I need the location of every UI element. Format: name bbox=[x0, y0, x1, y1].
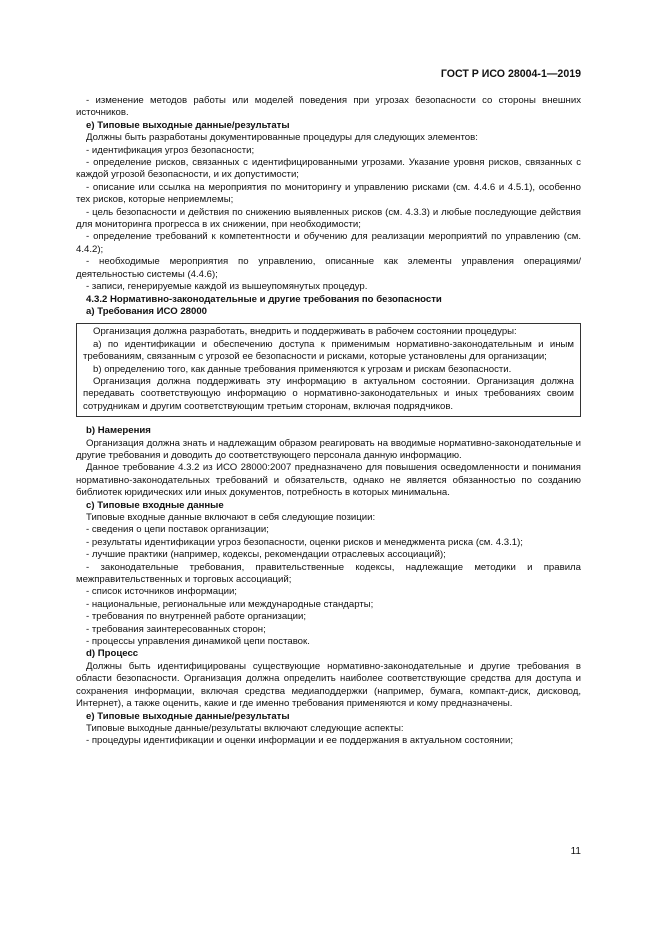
paragraph: Типовые выходные данные/результаты включают следующие аспекты: bbox=[86, 722, 404, 734]
paragraph: Должны быть разработаны документированные процедуры для следующих элементов: bbox=[86, 132, 478, 144]
list-item: - записи, генерируемые каждой из вышеупомянутых процедур. bbox=[86, 281, 368, 293]
paragraph: Данное требование 4.3.2 из ИСО 28000:2007 предназначено для повышения осведомленности и понимания нормативно-законодательных требований и обязательств, однако не является обязанностью по созданию библиотек юридических или иных документов, потребность в которых минимальна. bbox=[76, 462, 581, 499]
section-heading: c) Типовые входные данные bbox=[86, 499, 224, 511]
list-item: - требования по внутренней работе организации; bbox=[86, 611, 307, 623]
section-heading: e) Типовые выходные данные/результаты bbox=[86, 119, 290, 131]
text-block-top bbox=[76, 95, 581, 318]
requirements-frame bbox=[76, 323, 581, 417]
paragraph: Организация должна знать и надлежащим образом реагировать на вводимые нормативно-законодательные и другие требования и доводить до соответствующего персонала данную информацию. bbox=[76, 437, 581, 461]
paragraph: Типовые входные данные включают в себя следующие позиции: bbox=[86, 512, 376, 523]
document-header: ГОСТ Р ИСО 28004-1—2019 bbox=[440, 68, 581, 80]
list-item: - определение требований к компетентности и обучению для реализации мероприятий по управлению (см. 4.4.2); bbox=[76, 231, 581, 255]
list-item: - национальные, региональные или международные стандарты; bbox=[86, 598, 374, 610]
frame-paragraph: a) по идентификации и обеспечению доступа к применимым нормативно-законодательным и иным требованиям, связанным с угрозой ее безопасности и рисками, которые установлены для организации; bbox=[83, 338, 574, 363]
list-item: - описание или ссылка на мероприятия по мониторингу и управлению рисками (см. 4.4.6 и 4.5.1), особенно тех рисков, которые неприемлемы; bbox=[76, 181, 581, 206]
list-item: - идентификация угроз безопасности; bbox=[86, 144, 255, 156]
list-item: - цель безопасности и действия по снижению выявленных рисков (см. 4.3.3) и любые последующие действия для мониторинга прогресса в их снижении, при необходимости; bbox=[76, 206, 581, 231]
list-item: - результаты идентификации угроз безопасности, оценки рисков и менеджмента риска (см. 4.3.1); bbox=[86, 536, 523, 548]
list-item: - список источников информации; bbox=[86, 586, 237, 598]
paragraph: Должны быть идентифицированы существующие нормативно-законодательные и другие требования в области безопасности. Организация должна определить наиболее соответствующие средства для доступа и сохранения информации, включая средства медиаподдержки (например, бумага, компакт-диск, дисковод, Интернет), а также оценить, какие и где именно требования применяются и кому предназначены. bbox=[76, 660, 581, 710]
section-heading: e) Типовые выходные данные/результаты bbox=[86, 710, 290, 722]
frame-paragraph: b) определению того, как данные требования применяются к угрозам и рискам безопасности. bbox=[93, 363, 512, 375]
list-item: - изменение методов работы или моделей поведения при угрозах безопасности со стороны внешних источников. bbox=[76, 95, 581, 119]
list-item: - необходимые мероприятия по управлению, описанные как элементы управления операциями/ деятельностью системы (4.4.6); bbox=[76, 256, 581, 280]
frame-paragraph: Организация должна разработать, внедрить и поддерживать в рабочем состоянии процедуры: bbox=[93, 326, 517, 338]
list-item: - законодательные требования, правительственные кодексы, надлежащие методики и правила межправительственных и торговых ассоциаций; bbox=[76, 561, 581, 586]
list-item: - сведения о цепи поставок организации; bbox=[86, 524, 269, 536]
section-heading: a) Требования ИСО 28000 bbox=[86, 305, 207, 317]
list-item: - лучшие практики (например, кодексы, рекомендации отраслевых ассоциаций); bbox=[86, 549, 446, 561]
section-heading: 4.3.2 Нормативно-законодательные и другие требования по безопасности bbox=[86, 293, 442, 305]
list-item: - определение рисков, связанных с идентифицированными угрозами. Указание уровня рисков, связанных с каждой угрозой безопасности, и их допустимости; bbox=[76, 157, 581, 181]
section-heading: b) Намерения bbox=[86, 425, 151, 437]
list-item: - процессы управления динамикой цепи поставок. bbox=[86, 636, 310, 648]
frame-paragraph: Организация должна поддерживать эту информацию в актуальном состоянии. Организация должна передавать соответствующую информацию о нормативно-законодательных и иных требованиях своим сотрудникам и другим соответствующим третьим сторонам, включая подрядчиков. bbox=[83, 375, 574, 412]
page-number: 11 bbox=[570, 846, 581, 857]
section-heading: d) Процесс bbox=[86, 648, 139, 660]
page-content bbox=[76, 95, 581, 748]
text-block-bottom bbox=[76, 425, 581, 748]
list-item: - требования заинтересованных сторон; bbox=[86, 623, 266, 635]
list-item: - процедуры идентификации и оценки информации и ее поддержания в актуальном состоянии; bbox=[86, 735, 514, 747]
